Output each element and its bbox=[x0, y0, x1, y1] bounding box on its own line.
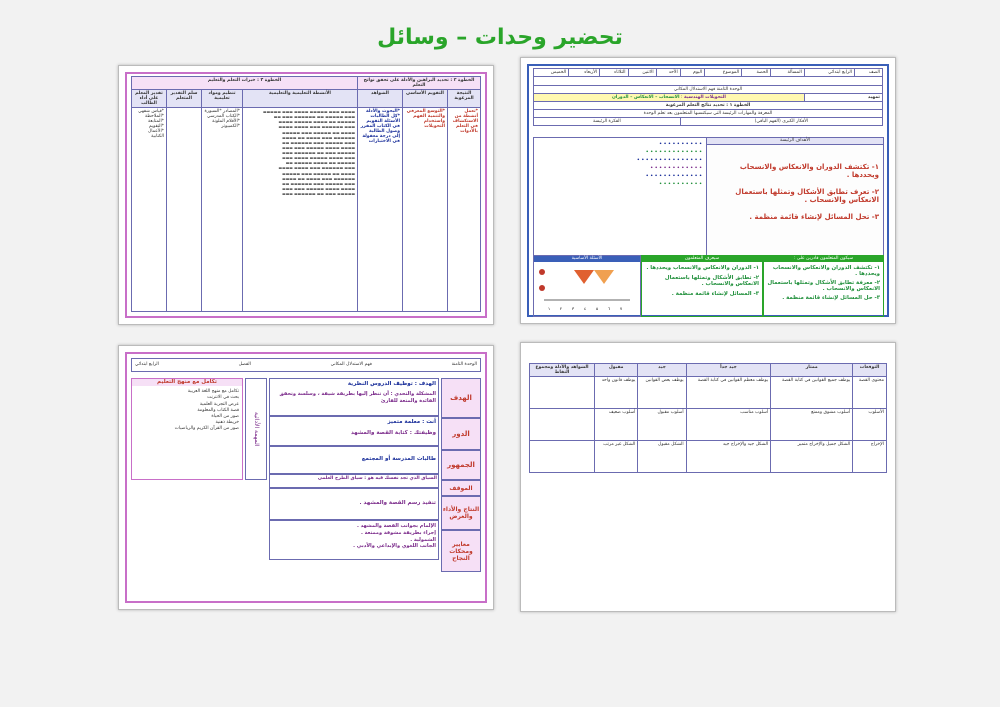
col-header: سلم التقدير المتعلم bbox=[167, 90, 202, 108]
axis-label: ١ bbox=[548, 306, 551, 312]
side-item: صور من الحياة bbox=[211, 413, 239, 419]
step2-header: الخطوة ٢ : تحديد البراهين والأدلة على تحقق نواتج التعلم bbox=[358, 77, 481, 90]
col-header: الأنشطة التعليمية والتعليمية bbox=[243, 90, 358, 108]
rubric-header: الشواهد والأدلة ومجموع النقاط bbox=[530, 364, 595, 377]
side-item: تكامل مع منهج اللغة العربية bbox=[187, 389, 239, 395]
know-1: ١- الدوران والانعكاس والانسحاب ويحددها . bbox=[646, 265, 759, 272]
side-item: بحث في الانترنت bbox=[207, 395, 239, 401]
lesson-name: التحويلات الهندسية bbox=[683, 95, 726, 100]
rubric-cell: أسلوب مناسب bbox=[686, 409, 770, 441]
cell-wed: الأربعاء bbox=[569, 69, 600, 77]
grade-label: الرابع ابتدائي bbox=[135, 361, 159, 367]
essential-questions bbox=[533, 255, 641, 317]
cell-assessment: *التوسع المعرفي والتنمية الفهم واستخدام التحويلات bbox=[406, 109, 445, 129]
able-header: سيكون المتعلمون قادرين على : bbox=[764, 256, 883, 262]
rubric-cell: يوظف بعض القوانين bbox=[638, 377, 686, 409]
role-text: أنت : معلمة متميز bbox=[387, 419, 436, 425]
rubric-header: جيد جداً bbox=[686, 364, 770, 377]
rubric-header: جيد bbox=[638, 364, 686, 377]
cell-activities: ▬▬▬▬ ▬▬▬ ▬▬▬▬▬ ▬▬▬▬ ▬▬▬ ▬▬▬▬▬ ▬▬▬ ▬▬▬▬▬ ▬▬ ▬▬▬▬▬▬ ▬▬▬ ▬▬ ▬▬▬▬▬ ▬▬ ▬▬▬▬ ▬▬▬▬▬ ▬▬▬▬ ▬▬▬ ▬▬▬▬▬▬ ▬▬▬ ▬▬▬▬ ▬▬▬▬ ▬▬▬▬ ▬▬ ▬▬▬▬▬ ▬▬▬ ▬▬▬▬▬ ▬▬▬▬▬▬ ▬▬▬ ▬▬▬▬ ▬▬ ▬▬▬▬ ▬▬▬ ▬▬▬▬▬ ▬▬▬ ▬▬▬▬▬▬ ▬▬ ▬▬▬▬ ▬▬▬▬ ▬▬▬▬▬ ▬▬▬ ▬▬▬ ▬▬▬▬▬ ▬▬▬ ▬▬ ▬▬▬▬▬▬ ▬▬▬ ▬▬▬ ▬▬▬▬ ▬▬▬▬▬ ▬▬▬▬ ▬▬▬ ▬▬▬▬▬ ▬▬ ▬▬▬▬ ▬▬▬▬▬ ▬▬ ▬▬▬ ▬▬▬▬▬▬ ▬▬▬ ▬▬▬▬ ▬▬▬▬ ▬▬▬▬ ▬▬ ▬▬▬▬▬ ▬▬▬ ▬▬▬▬▬ ▬▬▬▬▬▬ ▬▬▬ ▬▬▬▬ ▬▬ ▬▬▬▬ ▬▬▬ ▬▬▬▬▬ ▬▬▬ ▬▬▬▬▬▬ ▬▬ ▬▬▬▬ ▬▬▬▬ ▬▬▬▬▬ ▬▬▬ ▬▬▬ ▬▬▬▬▬ ▬▬▬ ▬▬ ▬▬▬▬▬▬ ▬▬▬ bbox=[243, 108, 358, 312]
term-label: الفصل bbox=[238, 361, 251, 367]
cell-materials: *المصادر *السبورة *الكتاب المدرسي *الأقلام الملونة *الكمبيوتر bbox=[204, 109, 240, 129]
cell-topic: الموضوع bbox=[705, 69, 742, 77]
rubric-cell: الأسلوب bbox=[853, 409, 887, 441]
experiences-table bbox=[131, 76, 481, 312]
eq-header: الأسئلة الأساسية bbox=[534, 256, 640, 262]
criteria-4: الجانب اللغوي والإبداعي والأدبي . bbox=[353, 543, 436, 550]
rubric-header: ممتاز bbox=[771, 364, 853, 377]
criteria-3: الشمولية . bbox=[410, 536, 436, 543]
rubric-cell: أسلوب ضعيف bbox=[595, 409, 638, 441]
label-product: النتاج والأداء والغرض bbox=[442, 506, 480, 520]
unit-header-table: الصف الرابع ابتدائي المسألة الحصة الموضوع اليوم الأحد الاثنين الثلاثاء الأربعاء الخميس الوحدة الثامنة فهم الاستدلال المكاني تمهيد التحويلات الهندسية : الانسحاب – الانعكاس – الدوران الخطوة ١ : تحديد نتائج التعلم المرغوبة المعرفة والمهارات الرئيسة التي سيكتسبها المتعلمون بعد تعلم الوحدة الأفكار الكبرى (الفهم الباقي) الفكرة الرئيسة bbox=[533, 68, 883, 126]
cell-tue: الثلاثاء bbox=[600, 69, 628, 77]
label-role: الدور bbox=[452, 430, 470, 438]
rubric-header: مقبول bbox=[595, 364, 638, 377]
label-audience: الجمهور bbox=[447, 461, 475, 469]
side-item: صور من القرآن الكريم والرياضيات bbox=[174, 425, 239, 431]
triangle-reflected bbox=[594, 270, 614, 284]
cell-desired: *تعمل أنشطة من الاستكشاف في التعلم بالأدوات bbox=[452, 109, 478, 134]
goal-3: ٣- تحل المسائل لإنشاء قائمة منظمة . bbox=[749, 213, 879, 222]
step3-header: الخطوة ٣ : خبرات التعلم والتعليم bbox=[132, 77, 358, 90]
integration-title: تكامل مع منهج التعليم bbox=[132, 379, 242, 386]
axis-label: ٧ bbox=[620, 306, 623, 312]
triangle-shape bbox=[574, 270, 594, 284]
label-situation: الموقف bbox=[449, 484, 473, 492]
main-idea: الفكرة الرئيسة bbox=[534, 118, 681, 126]
integration-panel bbox=[131, 378, 243, 480]
transforms: الانسحاب – الانعكاس – الدوران bbox=[611, 95, 680, 100]
goals-header: الأهداف الرئيسة bbox=[707, 138, 883, 145]
cell-day: اليوم bbox=[680, 69, 704, 77]
cell-mon: الاثنين bbox=[628, 69, 656, 77]
audience-text: طالبات المدرسة أو المجتمع bbox=[361, 456, 436, 463]
situation-text: السياق الذي تجد نفسك فيه هو : سياق الطرح العلمي bbox=[317, 476, 437, 481]
rubric-cell: الشكل مقبول bbox=[638, 441, 686, 473]
rubric-cell: الشكل جميل والإخراج متميز bbox=[771, 441, 853, 473]
criteria-1: الإلمام بجوانب القصة والمشهد . bbox=[356, 523, 436, 529]
able-1: ١- تكتشف الدوران والانعكاس والانسحاب ويحددها . bbox=[772, 265, 880, 278]
rubric-cell bbox=[530, 441, 595, 473]
know-header: سيعرف المتعلمون bbox=[642, 256, 762, 262]
cell-lesson: الحصة bbox=[742, 69, 771, 77]
goal-1: ١- تكتشف الدوران والانعكاس والانسحاب ويحددها . bbox=[739, 163, 879, 180]
goal-desc: المشكلة والتحدي : أن تنظر إليها بطريقة شيقة ، وسلسة وتحقق الفائدة والمتعة للقارئ bbox=[279, 391, 436, 405]
axis-label: ٢ bbox=[560, 306, 563, 312]
unit-label: الوحدة الثامنة bbox=[451, 361, 477, 367]
col-header: النتيجة المرغوبة bbox=[448, 90, 481, 108]
cell-teacher: *قياس شفهي *الملاحظة *المتابعة *التقويم *الأعمال الكتابية bbox=[138, 109, 164, 139]
cell-thu: الخميس bbox=[534, 69, 569, 77]
label-criteria: معايير ومحكات النجاح bbox=[449, 540, 473, 562]
bullet-icon bbox=[539, 269, 545, 275]
rubric-cell: يوظف جميع القوانين في كتابة القصة bbox=[771, 377, 853, 409]
axis-label: ٦ bbox=[608, 306, 611, 312]
rubric-cell: الشكل غير مرتب bbox=[595, 441, 638, 473]
knowledge-row: المعرفة والمهارات الرئيسة التي سيكتسبها المتعلمون بعد تعلم الوحدة bbox=[534, 110, 883, 118]
students-know bbox=[641, 255, 763, 317]
rubric-cell: أسلوب مشوق وممتع bbox=[771, 409, 853, 441]
rubric-cell: محتوى القصة bbox=[853, 377, 887, 409]
transform-figure bbox=[534, 262, 638, 314]
goals-box bbox=[706, 137, 884, 256]
sheet-rubric bbox=[520, 342, 896, 612]
able-2: ٢- معرفة تطابق الأشكال وتمثلها باستعمال الانعكاس والانسحاب . bbox=[767, 280, 880, 293]
axis-label: ٤ bbox=[584, 306, 587, 312]
big-ideas: الأفكار الكبرى (الفهم الباقي) bbox=[680, 118, 882, 126]
axis-label: ٣ bbox=[572, 306, 575, 312]
rubric-cell: يوظف قانون واحد bbox=[595, 377, 638, 409]
sheet-performance-task bbox=[118, 345, 494, 610]
rubric-cell: الشكل جيد والإخراج جيد bbox=[686, 441, 770, 473]
unit-title: فهم الاستدلال المكاني bbox=[330, 361, 372, 367]
able-3: ٣- حل المسائل لإنشاء قائمة منظمة . bbox=[782, 295, 880, 302]
side-item: قصة الكتاب والمعلومة bbox=[197, 407, 239, 413]
rubric-cell bbox=[530, 409, 595, 441]
rubric-table bbox=[529, 363, 887, 473]
goal-text: الهدف : توظيف الدروس النظرية bbox=[347, 381, 436, 387]
cell-grade: الرابع ابتدائي bbox=[804, 69, 854, 77]
cell-sun: الأحد bbox=[656, 69, 680, 77]
col-header: التقويم الأساسي bbox=[403, 90, 448, 108]
know-2: ٢- تطابق الأشكال وتمثلها باستعمال الانعكاس والانسحاب . bbox=[664, 275, 759, 288]
goal-2: ٢- تعرف تطابق الأشكال وتمثلها باستعمال الانعكاس والانسحاب . bbox=[735, 188, 879, 205]
cell-evidence: *البحوث والأدلة *كل الطالبات الأسئلة التقويم في الكتاب المقرر وصول الطالبة إلى درجة معقولة في الاختبارات bbox=[360, 109, 400, 144]
students-able bbox=[763, 255, 884, 317]
bullet-icon bbox=[539, 285, 545, 291]
unit-name: الوحدة الثامنة فهم الاستدلال المكاني bbox=[534, 86, 883, 94]
product-text: تنفيذ رسم القصة والمشهد . bbox=[359, 500, 436, 507]
axis-label: ٥ bbox=[596, 306, 599, 312]
job-text: وظيفتك : كتابة القصة والمشهد bbox=[350, 430, 436, 437]
know-3: ٣- المسائل لإنشاء قائمة منظمة . bbox=[671, 291, 759, 298]
rubric-cell: الإخراج bbox=[853, 441, 887, 473]
sheet-learning-experiences bbox=[118, 65, 494, 325]
cell-grade-label: الصف bbox=[854, 69, 882, 77]
col-header: الشواهد bbox=[358, 90, 403, 108]
side-item: خريطة ذهنية bbox=[215, 419, 239, 425]
rubric-header: التوقعات bbox=[853, 364, 887, 377]
role-task-label: المهمة الأدائية bbox=[253, 411, 261, 447]
side-item: عرض التجربة العلمية bbox=[199, 401, 239, 407]
rubric-cell bbox=[530, 377, 595, 409]
stage-1: الخطوة ١ : تحديد نتائج التعلم المرغوبة bbox=[534, 102, 883, 110]
page-title: تحضير وحدات – وسائل bbox=[377, 25, 623, 50]
tamheed: تمهيد bbox=[804, 94, 882, 102]
criteria-2: إجراء بطريقة مشوقة وممتعة . bbox=[360, 529, 436, 536]
label-goal: الهدف bbox=[450, 394, 472, 402]
col-header: تقدير المعلم على أداء الطالب bbox=[132, 90, 167, 108]
ideas-box: • • • • • • • • • • • • • • • • • • • • • • • • • • • • • • • • • • • • • • • • • • • • • • • • • • • • • • • • • • • • • • • • • • • • • • • • • bbox=[533, 137, 707, 256]
cell-problem: المسألة bbox=[771, 69, 805, 77]
sheet-unit-plan bbox=[520, 57, 896, 324]
rubric-cell: يوظف معظم القوانين في كتابة القصة bbox=[686, 377, 770, 409]
rubric-cell: أسلوب مقبول bbox=[638, 409, 686, 441]
col-header: تنظيم ومواد تعليمية bbox=[202, 90, 243, 108]
